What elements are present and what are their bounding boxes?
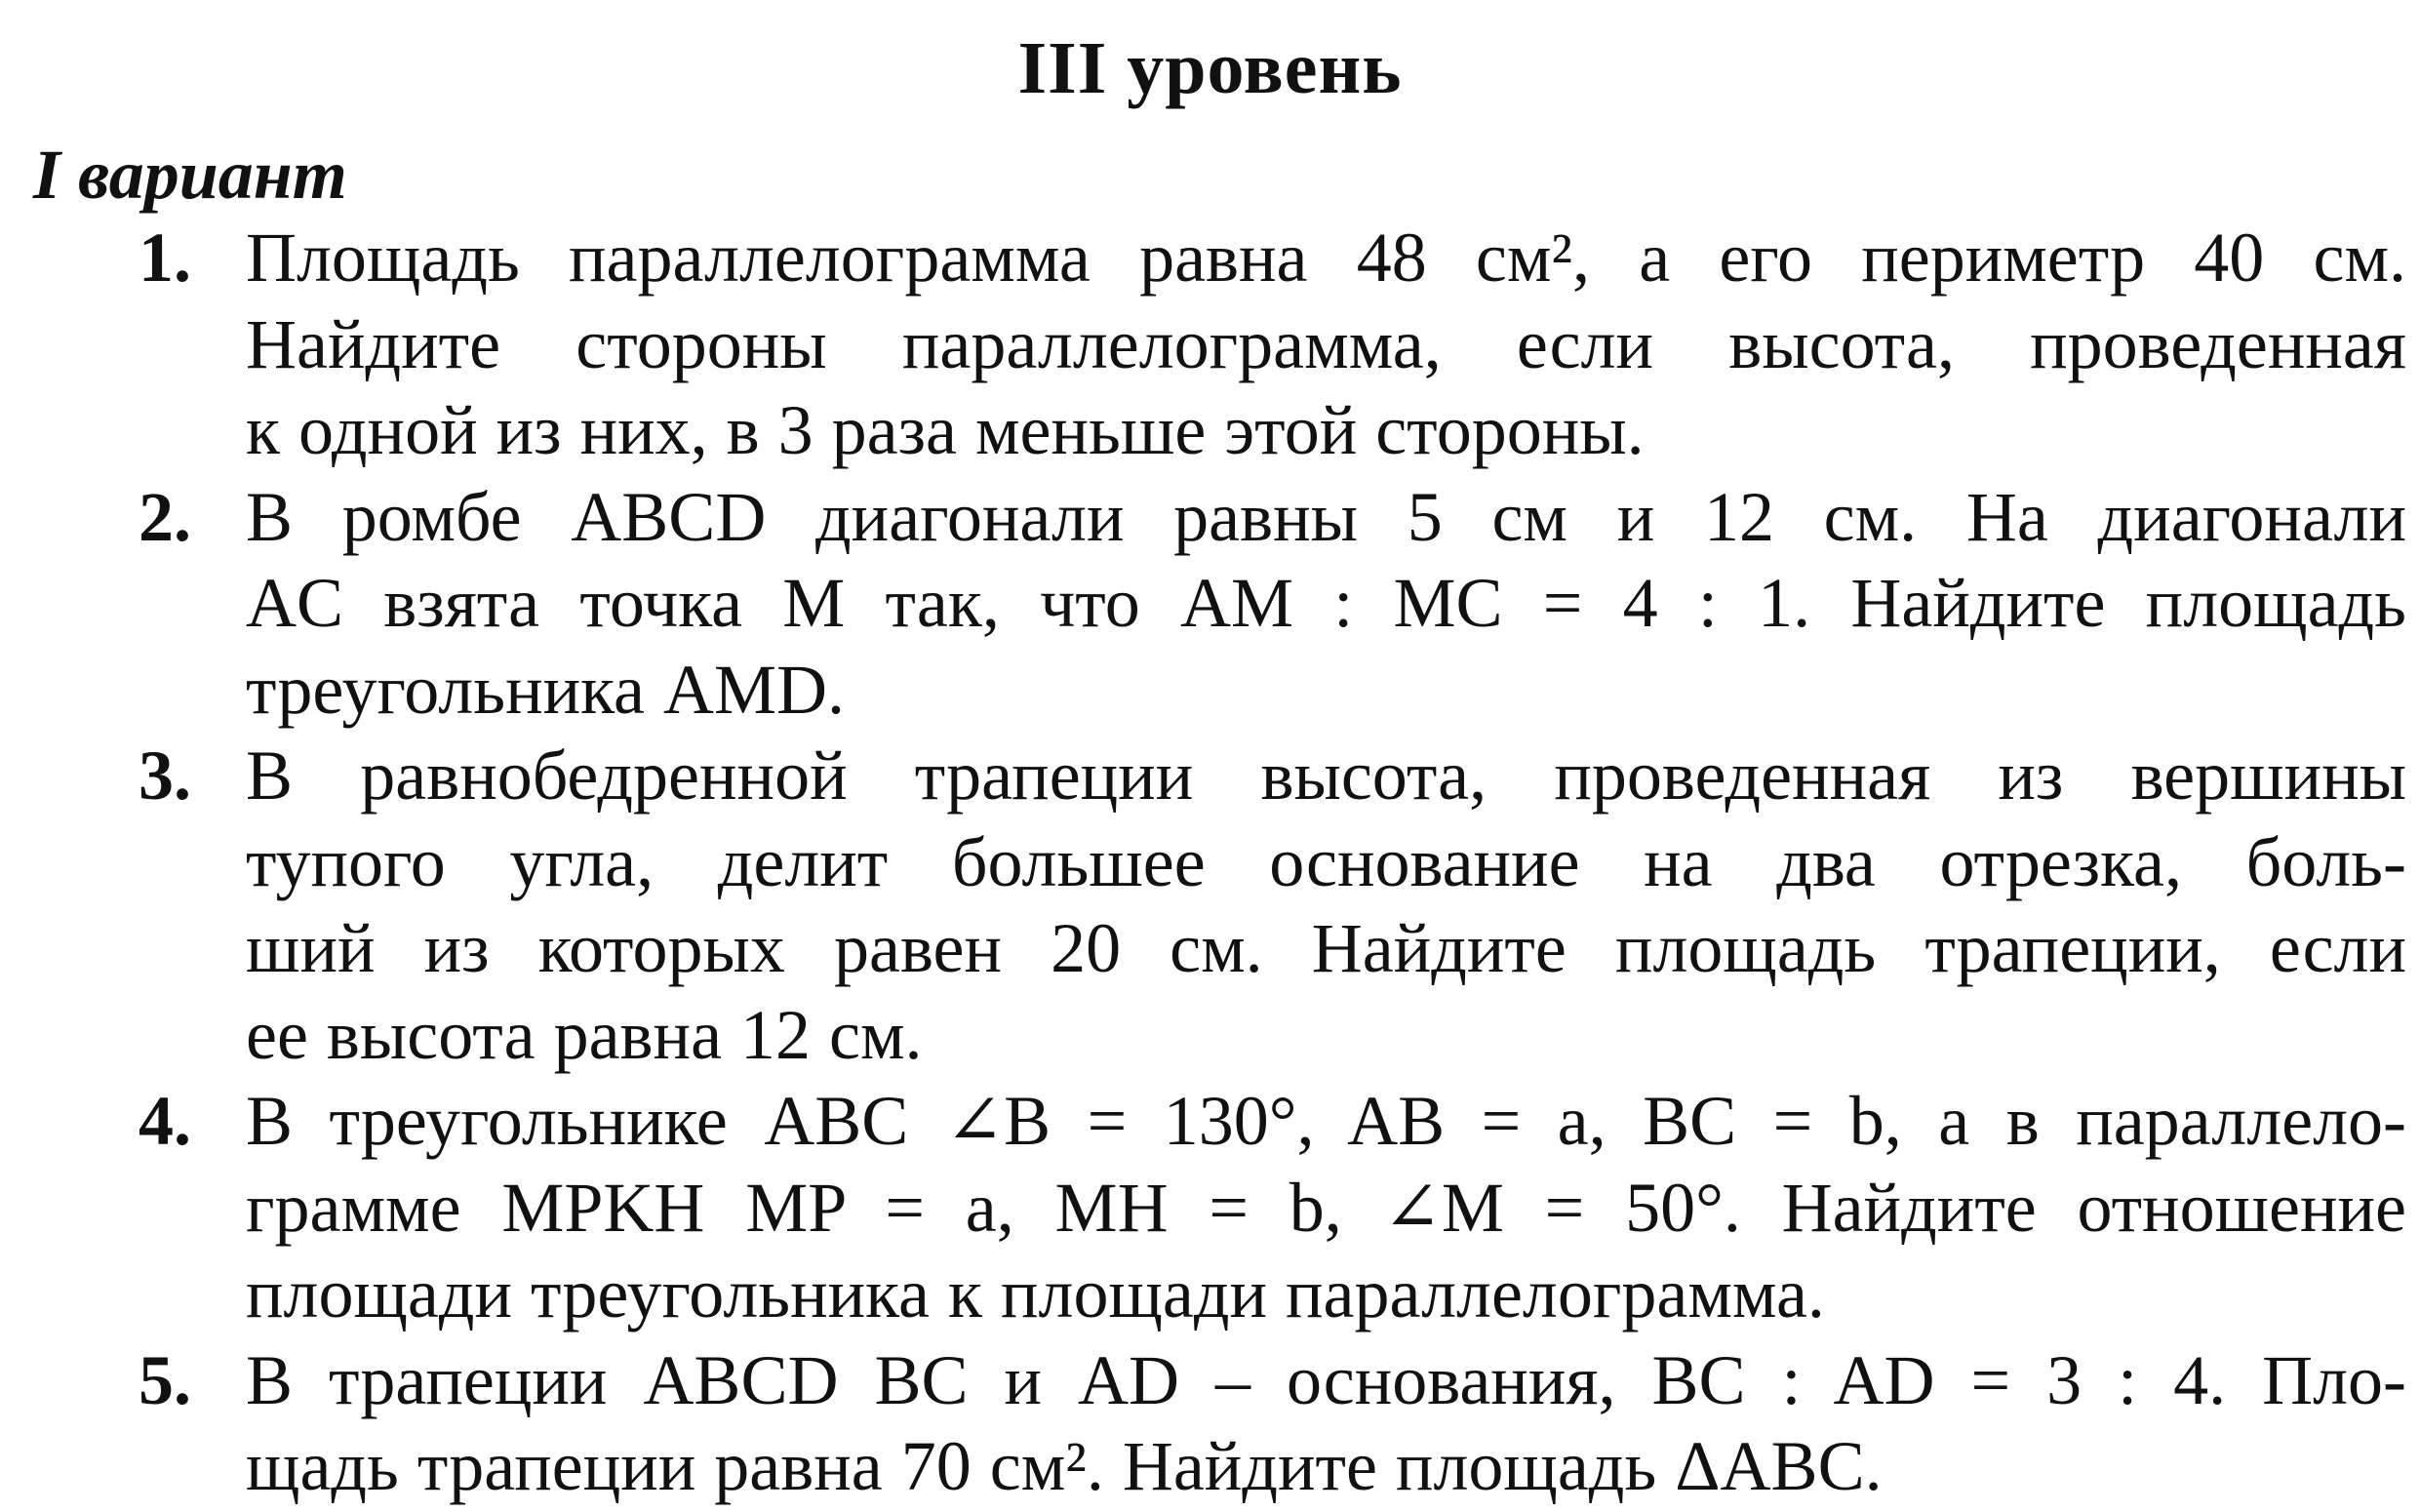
problem-line: В треугольнике ABC ∠B = 130°, AB = a, BC = b, а в параллело-: [246, 1082, 2406, 1160]
problem-line: щадь трапеции равна 70 см². Найдите площадь ΔABC.: [246, 1427, 1883, 1505]
problem-4: [0, 1078, 2420, 1337]
problem-number: 5.: [139, 1340, 191, 1419]
problem-1: [0, 215, 2420, 474]
problem-line: В равнобедренной трапеции высота, проведенная из вершины: [246, 736, 2406, 815]
problem-line: грамме MPKH MP = a, MH = b, ∠M = 50°. Найдите отношение: [246, 1168, 2406, 1247]
problem-2: [0, 474, 2420, 734]
problem-number: 4.: [139, 1082, 191, 1160]
problem-number: 1.: [139, 219, 191, 297]
variant-title: I вариант: [33, 136, 347, 214]
problem-line: тупого угла, делит большее основание на два отрезка, боль-: [246, 822, 2406, 901]
problem-number: 3.: [139, 736, 191, 815]
problem-5: [0, 1337, 2420, 1510]
problem-line: площади треугольника к площади параллелограмма.: [246, 1254, 1825, 1333]
problem-line: к одной из них, в 3 раза меньше этой стороны.: [246, 391, 1645, 469]
problem-line: В трапеции ABCD BC и AD – основания, BC : AD = 3 : 4. Пло-: [246, 1340, 2406, 1419]
problem-number: 2.: [139, 477, 191, 556]
level-title: III уровень: [1017, 27, 1403, 109]
problem-line: треугольника AMD.: [246, 650, 845, 729]
problem-3: [0, 733, 2420, 1078]
problem-line: ший из которых равен 20 см. Найдите площадь трапеции, если: [246, 909, 2406, 987]
problem-list: [0, 215, 2420, 1510]
problem-line: Площадь параллелограмма равна 48 см², а его периметр 40 см.: [246, 219, 2406, 297]
problem-line: В ромбе ABCD диагонали равны 5 см и 12 см. На диагонали: [246, 477, 2406, 556]
problem-line: ее высота равна 12 см.: [246, 995, 923, 1074]
problem-line: Найдите стороны параллелограмма, если высота, проведенная: [246, 304, 2406, 383]
problem-line: AC взята точка M так, что AM : MC = 4 : 1. Найдите площадь: [246, 564, 2406, 642]
